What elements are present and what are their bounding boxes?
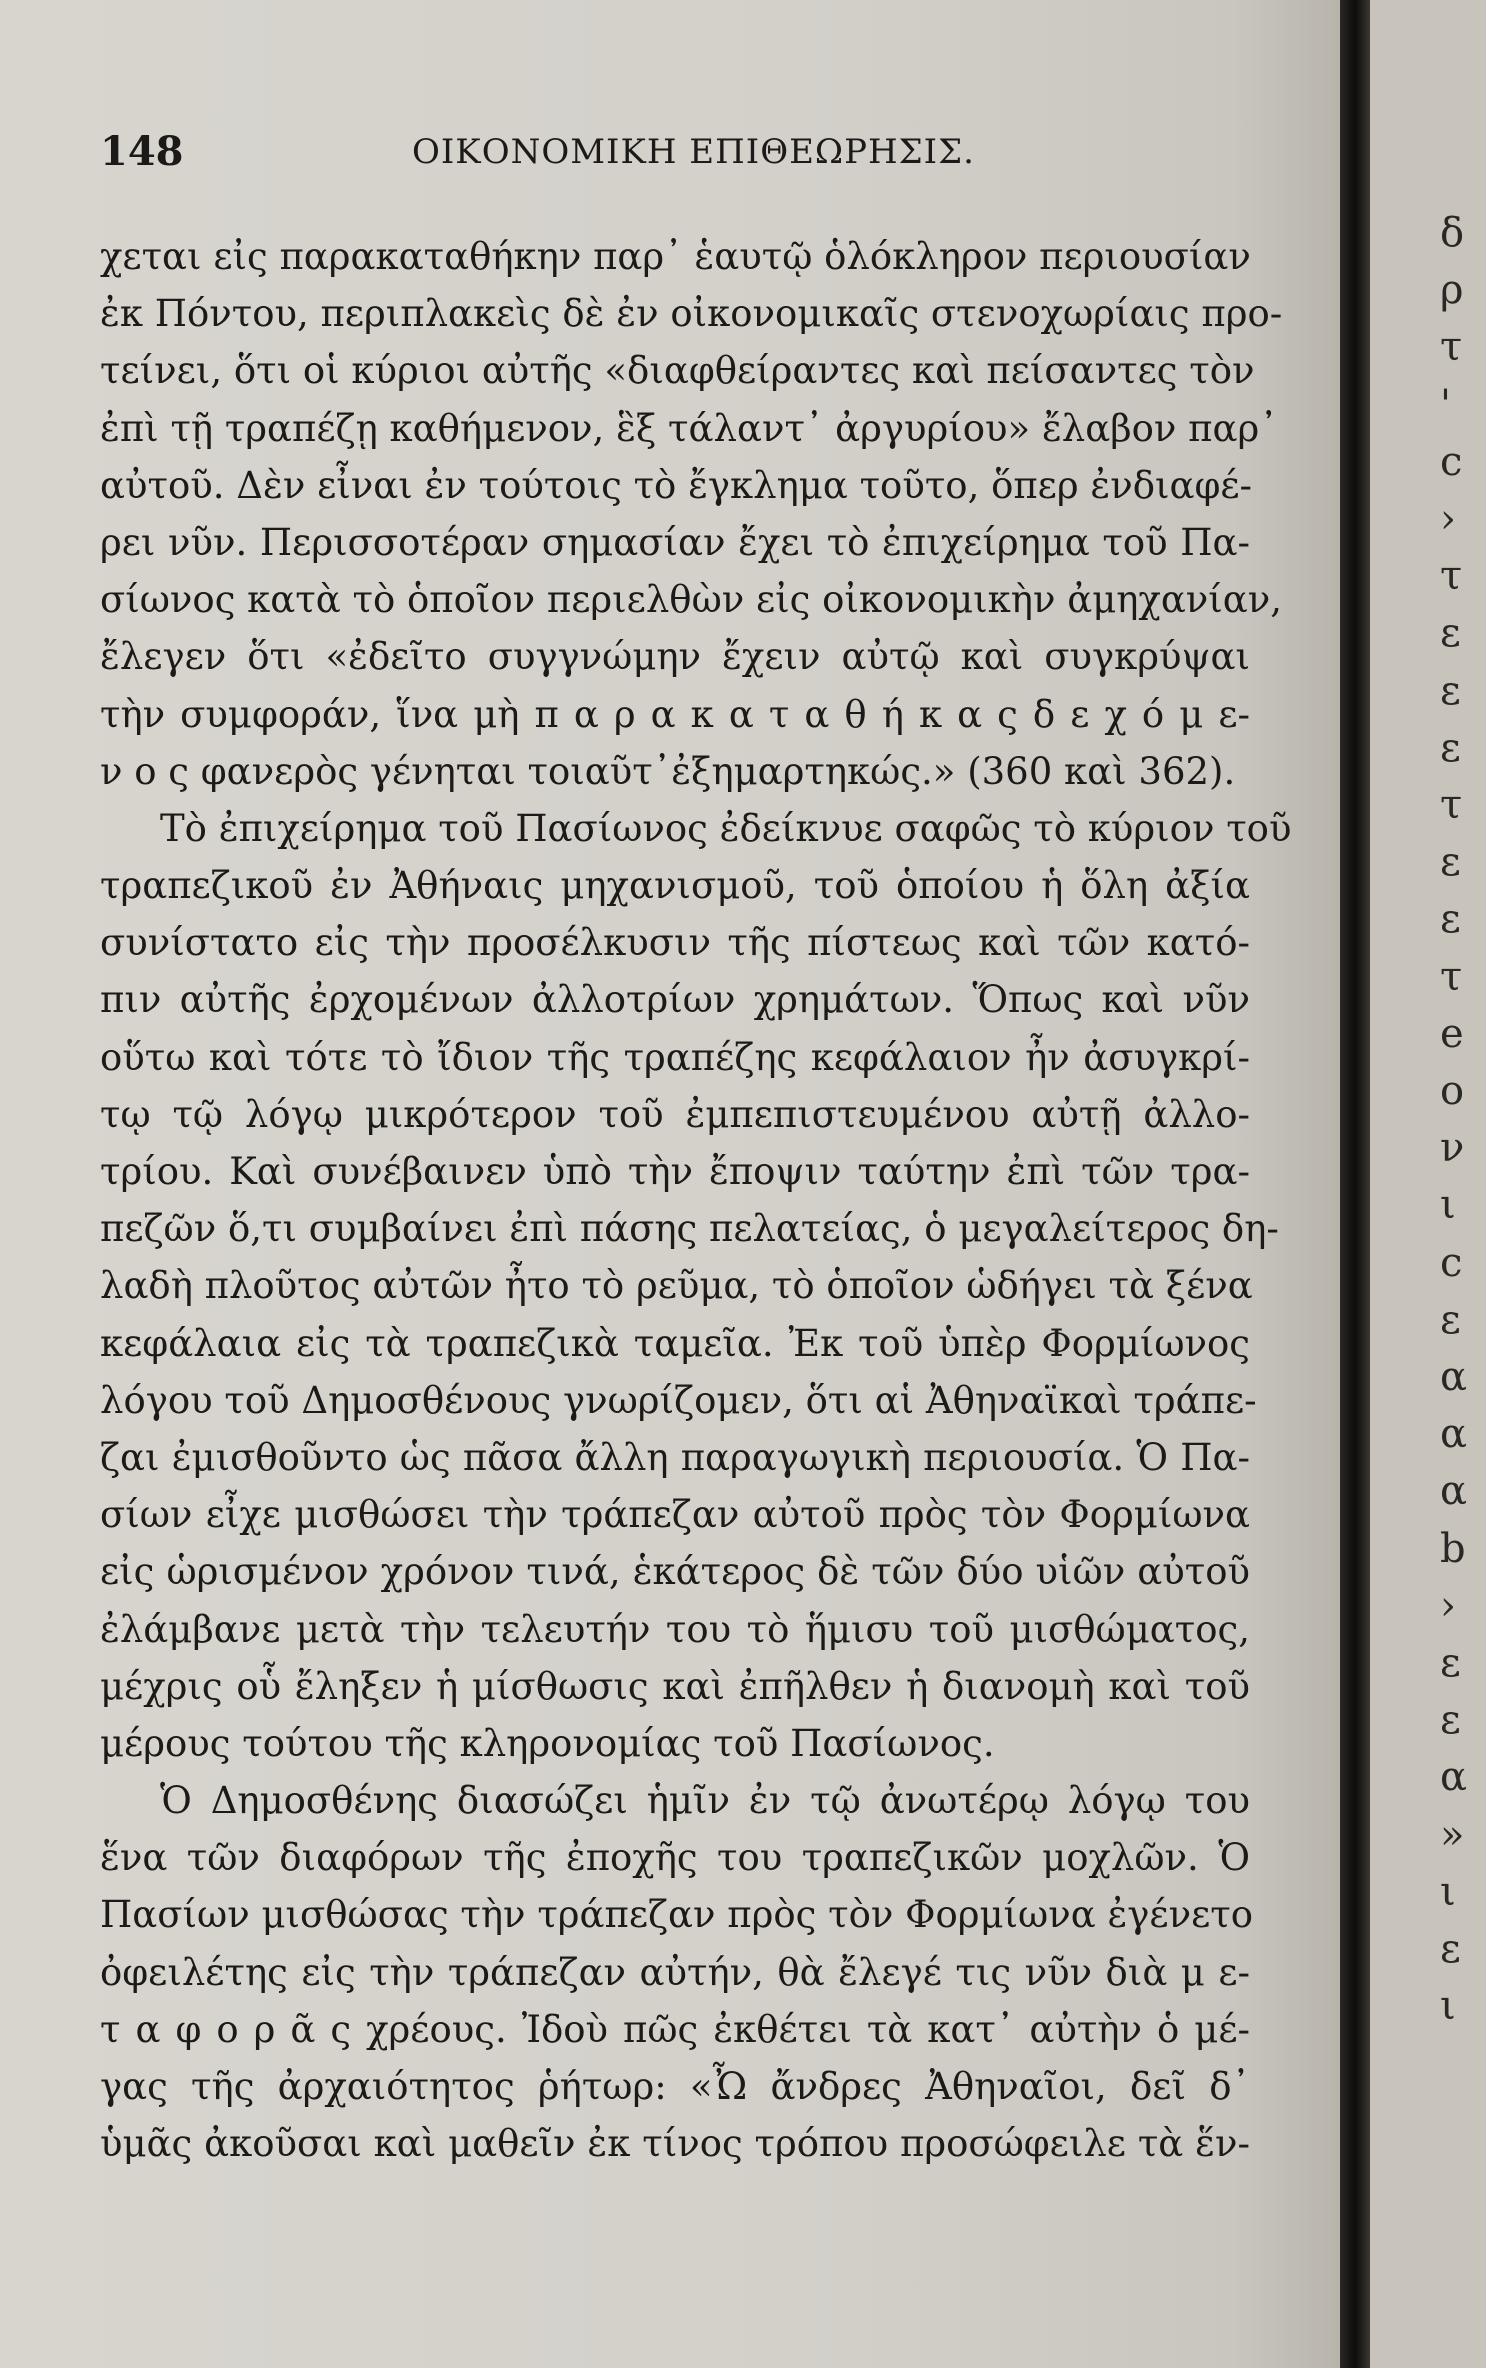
page-header	[100, 128, 1300, 188]
text-line: ν ο ς φανερὸς γένηται τοιαῦτ᾽ἐξημαρτηκώς.» (360 καὶ 362).	[100, 749, 1236, 793]
text-line: ζαι ἐμισθοῦντο ὡς πᾶσα ἄλλη παραγωγικὴ περιουσία. Ὁ Πα-	[100, 1435, 1250, 1479]
text-line: εἰς ὡρισμένον χρόνον τινά, ἑκάτερος δὲ τῶν δύο υἱῶν αὐτοῦ	[100, 1550, 1250, 1594]
text-line: γας τῆς ἀρχαιότητος ῥήτωρ: «Ὦ ἄνδρες Ἀθηναῖοι, δεῖ δ᾽	[100, 2065, 1250, 2108]
next-page-glyph: τ	[1440, 324, 1463, 371]
paragraph-start-line: Τὸ ἐπιχείρημα τοῦ Πασίωνος ἐδείκνυε σαφῶς τὸ κύριον τοῦ	[160, 806, 1292, 850]
next-page-glyph: δ	[1440, 210, 1465, 256]
text-line: οὕτω καὶ τότε τὸ ἴδιον τῆς τραπέζης κεφάλαιον ἦν ἀσυγκρί-	[100, 1035, 1250, 1079]
next-page-glyph: τ	[1440, 782, 1463, 828]
text-line: τ α φ ο ρ ᾶ ς χρέους. Ἰδοὺ πῶς ἐκθέτει τὰ κατ᾽ αὐτὴν ὁ μέ-	[100, 2007, 1250, 2051]
text-line: σίωνος κατὰ τὸ ὁποῖον περιελθὼν εἰς οἰκονομικὴν ἀμηχανίαν,	[100, 578, 1283, 622]
next-page-glyph: ›	[1440, 496, 1456, 542]
next-page-glyph: τ	[1440, 553, 1463, 600]
page-number: 148	[100, 128, 184, 175]
body-text	[100, 228, 1292, 2172]
text-line: χεται εἰς παρακαταθήκην παρ᾽ ἑαυτῷ ὁλόκληρον περιουσίαν	[100, 235, 1251, 278]
next-page-glyph: ι	[1440, 1868, 1456, 1915]
text-line: ὀφειλέτης εἰς τὴν τράπεζαν αὐτήν, θὰ ἔλεγέ τις νῦν διὰ μ ε-	[100, 1950, 1250, 1994]
text-line: τρίου. Καὶ συνέβαινεν ὑπὸ τὴν ἔποψιν ταύτην ἐπὶ τῶν τρα-	[100, 1150, 1250, 1193]
text-line: ἐλάμβανε μετὰ τὴν τελευτήν του τὸ ἥμισυ τοῦ μισθώματος,	[100, 1607, 1250, 1651]
book-gutter	[1340, 0, 1370, 2368]
text-line: ἔλεγεν ὅτι «ἐδεῖτο συγγνώμην ἔχειν αὐτῷ καὶ συγκρύψαι	[100, 635, 1250, 679]
text-line: συνίστατο εἰς τὴν προσέλκυσιν τῆς πίστεως καὶ τῶν κατό-	[100, 921, 1250, 965]
next-page-glyph: c	[1440, 1239, 1463, 1286]
text-line: τείνει, ὅτι οἱ κύριοι αὐτῆς «διαφθείραντες καὶ πείσαντες τὸν	[100, 349, 1255, 393]
next-page-glyph: ε	[1440, 724, 1461, 771]
next-page-glyph: ν	[1440, 1125, 1465, 1172]
next-page-glyph: »	[1440, 1811, 1465, 1858]
next-page-glyph: τ	[1440, 953, 1463, 1000]
next-page-glyph: o	[1440, 1068, 1465, 1114]
text-line: ὑμᾶς ἀκοῦσαι καὶ μαθεῖν ἐκ τίνος τρόπου προσώφειλε τὰ ἕν-	[100, 2122, 1250, 2166]
text-line: τῳ τῷ λόγῳ μικρότερον τοῦ ἐμπεπιστευμένου αὐτῇ ἀλλο-	[100, 1092, 1250, 1136]
next-page-glyph: ε	[1440, 610, 1461, 657]
text-line: σίων εἶχε μισθώσει τὴν τράπεζαν αὐτοῦ πρὸς τὸν Φορμίωνα	[100, 1493, 1250, 1537]
text-line: τὴν συμφοράν, ἵνα μὴ π α ρ α κ α τ α θ ή κ α ς δ ε χ ό μ ε-	[100, 692, 1250, 736]
next-page-glyph: ι	[1440, 1983, 1456, 2030]
next-page-glyph: e	[1440, 1010, 1464, 1057]
next-page-glyph: ι	[1440, 1182, 1456, 1229]
text-line: Πασίων μισθώσας τὴν τράπεζαν πρὸς τὸν Φορμίωνα ἐγένετο	[100, 1893, 1253, 1937]
text-line: πιν αὐτῆς ἐρχομένων ἀλλοτρίων χρημάτων. Ὅπως καὶ νῦν	[100, 978, 1250, 1022]
text-line: μέχρις οὗ ἔληξεν ἡ μίσθωσις καὶ ἐπῆλθεν ἡ διανομὴ καὶ τοῦ	[100, 1664, 1250, 1708]
next-page-glyph: ε	[1440, 1926, 1461, 1972]
next-page-glyph: '	[1440, 381, 1451, 428]
text-line: τραπεζικοῦ ἐν Ἀθήναις μηχανισμοῦ, τοῦ ὁποίου ἡ ὅλη ἀξία	[100, 864, 1250, 908]
text-line: λόγου τοῦ Δημοσθένους γνωρίζομεν, ὅτι αἱ Ἀθηναϊκαὶ τράπε-	[100, 1378, 1257, 1422]
text-line: ἐκ Πόντου, περιπλακεὶς δὲ ἐν οἰκονομικαῖς στενοχωρίαις προ-	[100, 292, 1283, 336]
next-page-glyph: ε	[1440, 839, 1461, 886]
text-line: ἐπὶ τῇ τραπέζῃ καθήμενον, ἓξ τάλαντ᾽ ἀργυρίου» ἔλαβον παρ᾽	[100, 406, 1278, 450]
next-page-glyph: ›	[1440, 1582, 1456, 1629]
next-page-glyph: c	[1440, 438, 1463, 485]
next-page-glyph: α	[1440, 1411, 1468, 1458]
paragraph-start-line: Ὁ Δημοσθένης διασώζει ἡμῖν ἐν τῷ ἀνωτέρῳ λόγῳ του	[160, 1779, 1250, 1823]
next-page-glyph: ε	[1440, 896, 1461, 943]
running-head: ΟΙΚΟΝΟΜΙΚΗ ΕΠΙΘΕΩΡΗΣΙΣ.	[412, 132, 975, 172]
next-page-glyph: ε	[1440, 1296, 1461, 1343]
text-line: κεφάλαια εἰς τὰ τραπεζικὰ ταμεῖα. Ἐκ τοῦ ὑπὲρ Φορμίωνος	[100, 1321, 1250, 1365]
next-page-glyph: α	[1440, 1754, 1468, 1801]
next-page-glyph: ρ	[1440, 267, 1464, 314]
text-line: λαδὴ πλοῦτος αὐτῶν ἦτο τὸ ρεῦμα, τὸ ὁποῖον ὡδήγει τὰ ξένα	[100, 1264, 1253, 1308]
text-line: ρει νῦν. Περισσοτέραν σημασίαν ἔχει τὸ ἐπιχείρημα τοῦ Πα-	[100, 520, 1250, 564]
next-page-glyph: ε	[1440, 1697, 1461, 1744]
text-line: πεζῶν ὅ,τι συμβαίνει ἐπὶ πάσης πελατείας, ὁ μεγαλείτερος δη-	[100, 1207, 1279, 1251]
next-page-glyph: ε	[1440, 1640, 1461, 1686]
text-line: ἕνα τῶν διαφόρων τῆς ἐποχῆς του τραπεζικῶν μοχλῶν. Ὁ	[100, 1836, 1250, 1880]
next-page-glyph: α	[1440, 1354, 1468, 1400]
next-page-glyph: α	[1440, 1468, 1468, 1515]
next-page-glyph: ε	[1440, 667, 1461, 714]
text-line: μέρους τούτου τῆς κληρονομίας τοῦ Πασίωνος.	[100, 1721, 995, 1765]
next-page-glyph: b	[1440, 1525, 1466, 1572]
text-line: αὐτοῦ. Δὲν εἶναι ἐν τούτοις τὸ ἔγκλημα τοῦτο, ὅπερ ἐνδιαφέ-	[100, 463, 1253, 507]
next-page-edge	[1370, 0, 1486, 2368]
